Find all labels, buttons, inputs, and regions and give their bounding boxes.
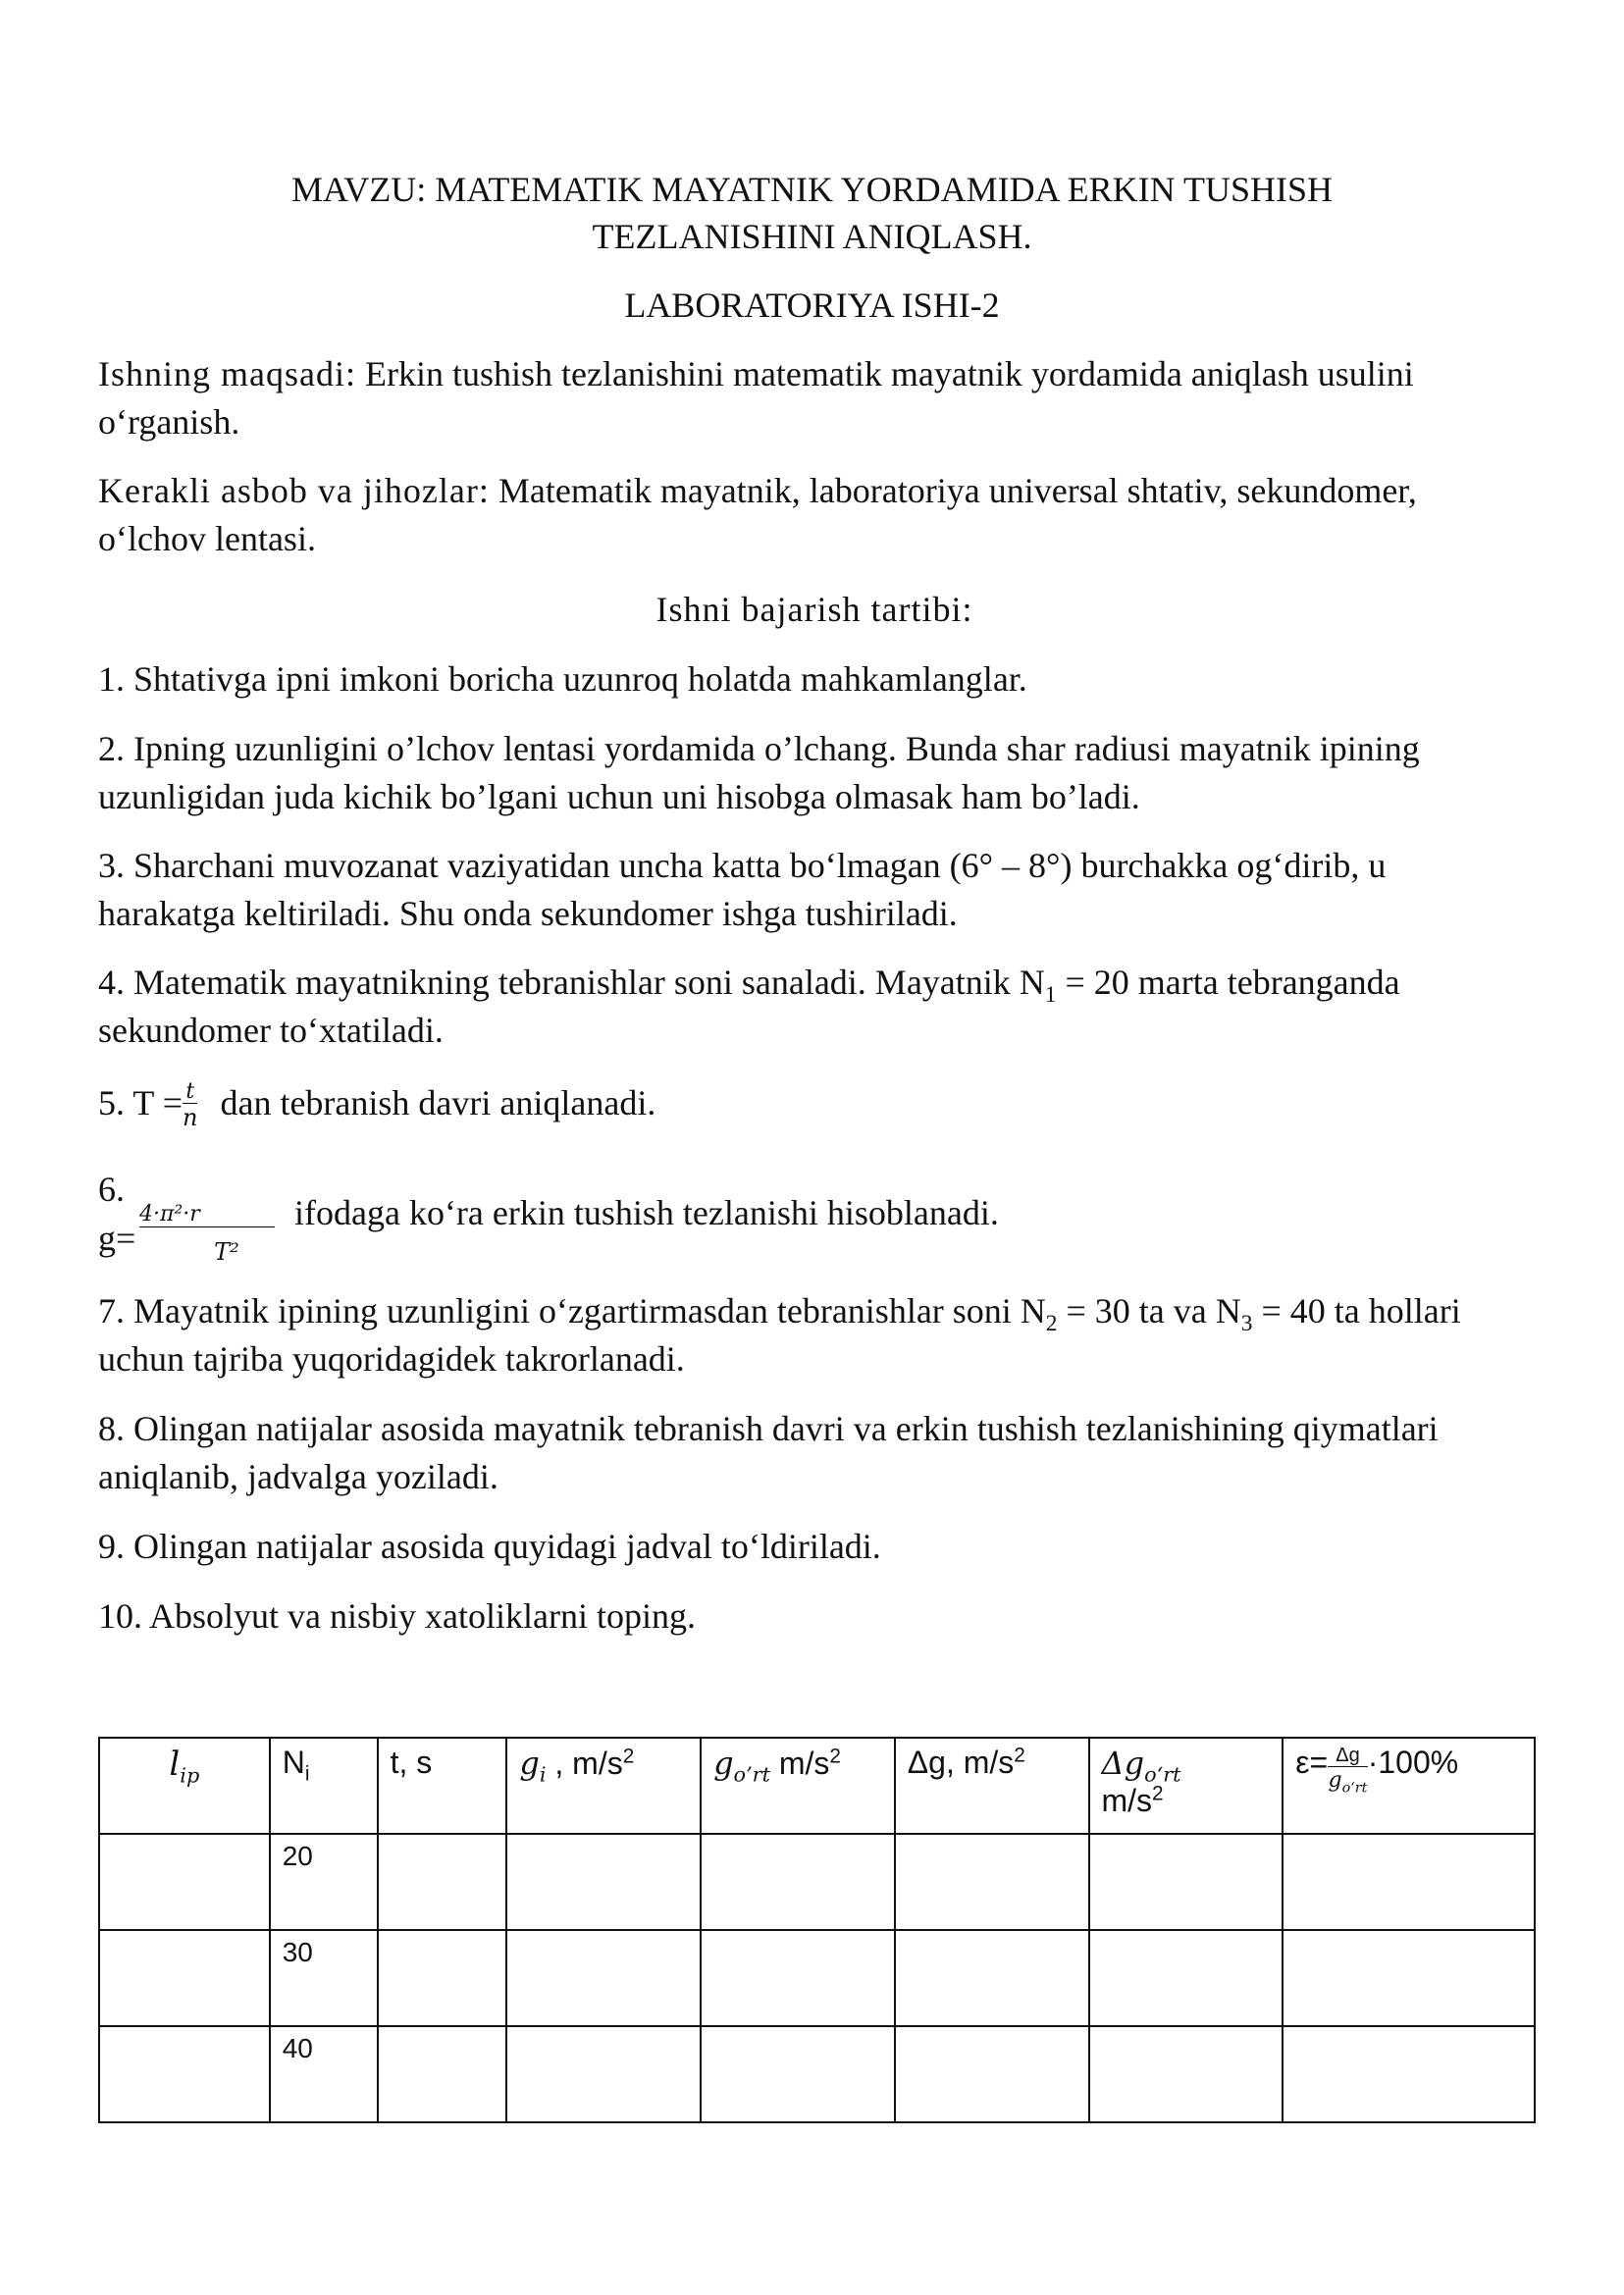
cell-empty[interactable] bbox=[701, 2026, 895, 2122]
header-g-i bbox=[506, 1738, 701, 1834]
step-6-number: 6. bbox=[98, 1170, 125, 1209]
cell-empty[interactable] bbox=[895, 1834, 1089, 1930]
step-7-text-b: = 30 ta va N bbox=[1057, 1291, 1241, 1330]
table-row bbox=[99, 1930, 1535, 2026]
header-oscillation-count bbox=[270, 1738, 378, 1834]
cell-empty[interactable] bbox=[1283, 1930, 1535, 2026]
title-line-1: MAVZU: MATEMATIK MAYATNIK YORDAMIDA ERKIN TUSHISH bbox=[290, 170, 1334, 209]
cell-empty[interactable] bbox=[895, 2026, 1089, 2122]
header-thread-length bbox=[99, 1738, 270, 1834]
step-4-text-a: 4. Matematik mayatnikning tebranishlar soni sanaladi. Mayatnik N bbox=[98, 963, 1045, 1002]
step-8: 8. Olingan natijalar asosida mayatnik tebranish davri va erkin tushish tezlanishining qiymatlari aniqlanib, jadvalga yoziladi. bbox=[98, 1409, 1439, 1496]
purpose-label: Ishning maqsadi: bbox=[98, 354, 356, 393]
header-dg-exponent: 2 bbox=[1014, 1744, 1025, 1767]
header-g-average bbox=[701, 1738, 895, 1834]
header-n-symbol: N bbox=[282, 1745, 305, 1780]
step-5-text: dan tebranish davri aniqlanadi. bbox=[220, 1083, 656, 1122]
step-4 bbox=[98, 959, 1531, 1055]
header-eps-prefix: ε= bbox=[1295, 1745, 1329, 1780]
header-lip-symbol: l bbox=[169, 1745, 181, 1784]
step-9: 9. Olingan natijalar asosida quyidagi jadval to‘ldiriladi. bbox=[98, 1527, 881, 1566]
header-gort-subscript: o’rt bbox=[733, 1762, 770, 1787]
header-dg-text: Δg, m/s bbox=[907, 1745, 1015, 1780]
header-time: t, s bbox=[378, 1738, 507, 1834]
purpose-paragraph bbox=[98, 350, 1531, 446]
step-1: 1. Shtativga ipni imkoni boricha uzunroq holatda mahkamlanglar. bbox=[98, 659, 1027, 699]
step-7-subscript-3: 3 bbox=[1240, 1311, 1253, 1337]
header-dgort-symbol: Δg bbox=[1101, 1745, 1145, 1782]
equipment-label: Kerakli asbob va jihozlar: bbox=[98, 471, 490, 510]
step-7 bbox=[98, 1287, 1531, 1383]
cell-empty[interactable] bbox=[378, 1930, 507, 2026]
step-6-text: ifodaga ko‘ra erkin tushish tezlanishi hisoblanadi. bbox=[294, 1193, 999, 1232]
cell-empty[interactable] bbox=[1283, 1834, 1535, 1930]
table-row bbox=[99, 1834, 1535, 1930]
cell-n-value: 30 bbox=[270, 1930, 378, 2026]
cell-empty[interactable] bbox=[701, 1834, 895, 1930]
header-dgort-unit: m/s bbox=[1101, 1783, 1153, 1818]
step-7-text-c: = 40 ta hollari uchun tajriba yuqoridagidek takrorlanadi. bbox=[98, 1291, 1461, 1379]
header-gi-unit: , m/s bbox=[546, 1746, 623, 1781]
header-gort-symbol: g bbox=[713, 1745, 734, 1782]
eps-numerator: Δg bbox=[1328, 1745, 1367, 1767]
step-7-subscript-2: 2 bbox=[1045, 1311, 1058, 1337]
formula-denominator: n bbox=[183, 1104, 198, 1132]
cell-n-value: 20 bbox=[270, 1834, 378, 1930]
purpose-text: Erkin tushish tezlanishini matematik mayatnik yordamida aniqlash usulini o‘rganish. bbox=[98, 354, 1414, 442]
cell-empty[interactable] bbox=[99, 1930, 270, 2026]
procedure-heading: Ishni bajarish tartibi: bbox=[655, 590, 973, 629]
gravity-formula bbox=[139, 1203, 275, 1267]
header-delta-g-average bbox=[1089, 1738, 1283, 1834]
cell-empty[interactable] bbox=[1089, 1930, 1283, 2026]
header-gort-exponent: 2 bbox=[829, 1745, 841, 1768]
subtitle: LABORATORIYA ISHI-2 bbox=[624, 286, 1000, 325]
equipment-text: Matematik mayatnik, laboratoriya universal shtativ, sekundomer, o‘lchov lentasi. bbox=[98, 471, 1417, 558]
step-4-subscript: 1 bbox=[1044, 982, 1057, 1009]
header-lip-subscript: ip bbox=[180, 1763, 200, 1788]
step-5 bbox=[98, 1079, 1531, 1131]
equipment-paragraph bbox=[98, 467, 1531, 563]
cell-empty[interactable] bbox=[701, 1930, 895, 2026]
relative-error-fraction bbox=[1328, 1745, 1367, 1795]
step-5-prefix: 5. T = bbox=[98, 1083, 183, 1122]
title-line-2: TEZLANISHINI ANIQLASH. bbox=[592, 217, 1032, 256]
gravity-formula-numerator: 4·π²·r bbox=[139, 1203, 275, 1227]
header-relative-error bbox=[1283, 1738, 1535, 1834]
step-2: 2. Ipning uzunligini o’lchov lentasi yordamida o’lchang. Bunda shar radiusi mayatnik ipining uzunligidan juda kichik bo’lgani uchun uni hisobga olmasak ham bo’ladi. bbox=[98, 729, 1420, 816]
results-table bbox=[98, 1737, 1536, 2123]
cell-empty[interactable] bbox=[99, 1834, 270, 1930]
formula-numerator: t bbox=[183, 1081, 197, 1104]
cell-n-value: 40 bbox=[270, 2026, 378, 2122]
gravity-formula-denominator: T² bbox=[214, 1238, 239, 1266]
step-3: 3. Sharchani muvozanat vaziyatidan uncha katta bo‘lmagan (6° – 8°) burchakka og‘dirib, u harakatga keltiriladi. Shu onda sekundomer ishga tushiriladi. bbox=[98, 846, 1387, 933]
cell-empty[interactable] bbox=[506, 1834, 701, 1930]
table-header-row bbox=[99, 1738, 1535, 1834]
header-dgort-subscript: o‘rt bbox=[1144, 1762, 1181, 1787]
cell-empty[interactable] bbox=[1283, 2026, 1535, 2122]
header-n-subscript: i bbox=[304, 1762, 310, 1786]
eps-den-symbol: g bbox=[1328, 1768, 1342, 1793]
cell-empty[interactable] bbox=[378, 2026, 507, 2122]
step-10: 10. Absolyut va nisbiy xatoliklarni toping. bbox=[98, 1596, 696, 1636]
step-7-text-a: 7. Mayatnik ipining uzunligini o‘zgartirmasdan tebranishlar soni N bbox=[98, 1291, 1046, 1330]
cell-empty[interactable] bbox=[1089, 1834, 1283, 1930]
header-gi-exponent: 2 bbox=[622, 1745, 635, 1768]
cell-empty[interactable] bbox=[1089, 2026, 1283, 2122]
step-6-g-label: g= bbox=[98, 1219, 136, 1258]
cell-empty[interactable] bbox=[506, 1930, 701, 2026]
header-eps-suffix: ·100% bbox=[1367, 1745, 1459, 1780]
header-gi-subscript: i bbox=[539, 1762, 547, 1787]
step-6 bbox=[98, 1166, 1531, 1283]
cell-empty[interactable] bbox=[506, 2026, 701, 2122]
cell-empty[interactable] bbox=[378, 1834, 507, 1930]
header-gi-symbol: g bbox=[519, 1745, 540, 1782]
header-gort-unit: m/s bbox=[769, 1746, 830, 1781]
step-4-text-b: = 20 marta tebranganda sekundomer to‘xtatiladi. bbox=[98, 963, 1400, 1050]
header-delta-g bbox=[895, 1738, 1089, 1834]
cell-empty[interactable] bbox=[99, 2026, 270, 2122]
cell-empty[interactable] bbox=[895, 1930, 1089, 2026]
table-row bbox=[99, 2026, 1535, 2122]
eps-den-subscript: o‘rt bbox=[1341, 1780, 1368, 1797]
period-formula bbox=[183, 1081, 197, 1131]
header-dgort-exponent: 2 bbox=[1152, 1782, 1164, 1805]
eps-denominator bbox=[1328, 1767, 1367, 1795]
